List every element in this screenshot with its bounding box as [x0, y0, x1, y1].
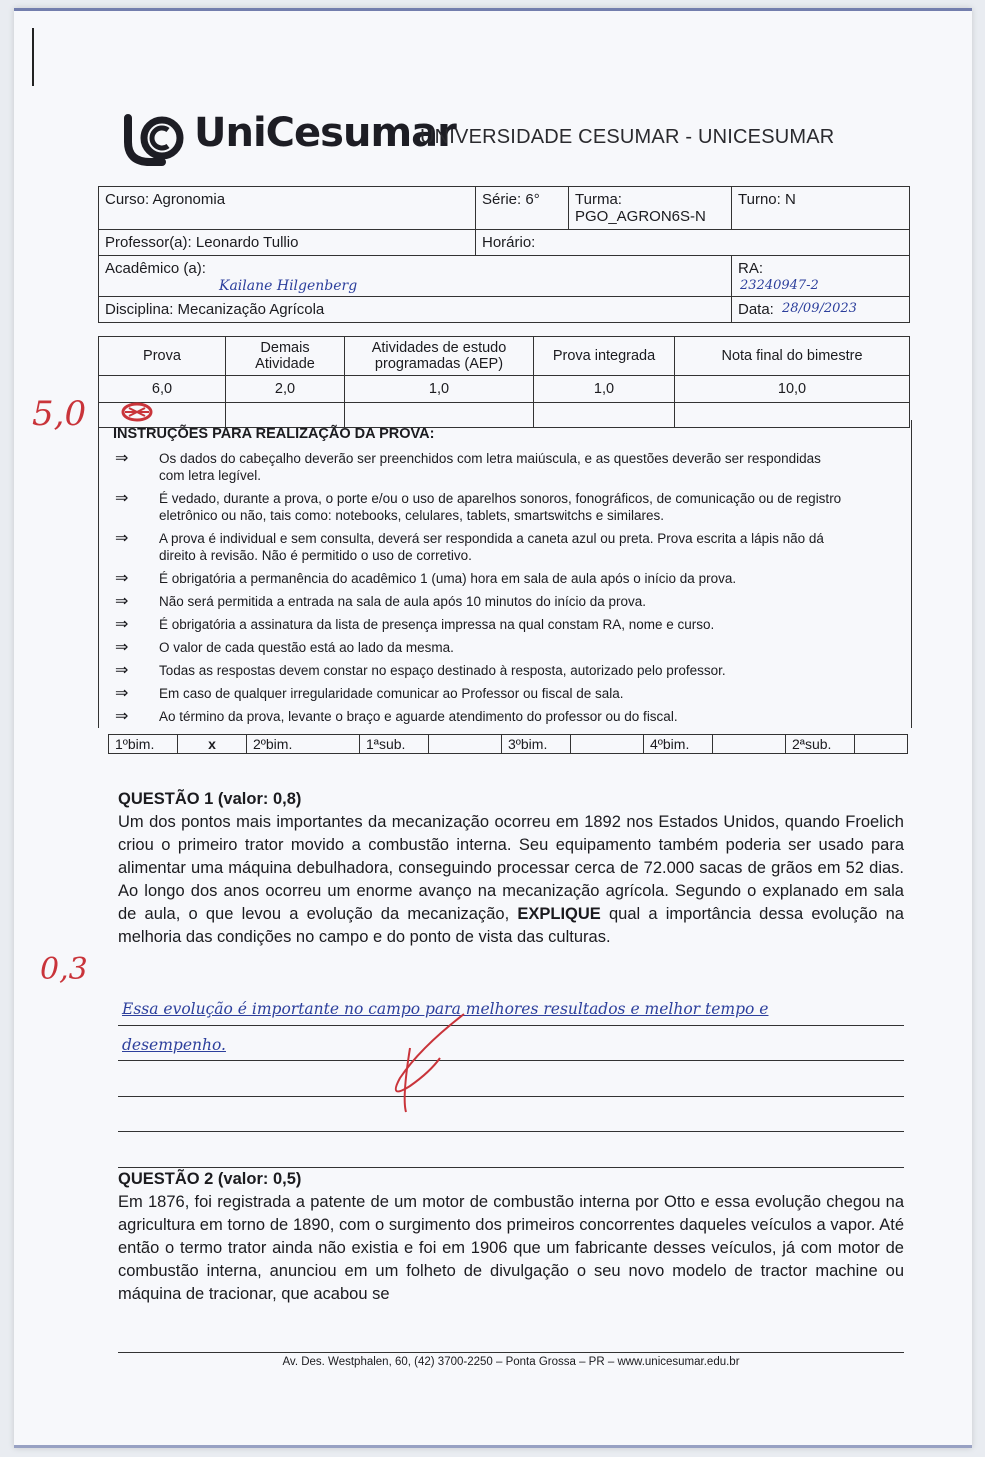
serie-cell: Série: 6°	[476, 187, 569, 230]
turma-cell	[569, 187, 732, 230]
horario-cell: Horário:	[476, 230, 910, 256]
question-1	[118, 788, 904, 949]
grade-value-final: 10,0	[675, 376, 910, 403]
grade-value-prova: 6,0	[99, 376, 226, 403]
instruction-item: ⇒ Todas as respostas devem constar no espaço destinado à resposta, autorizado pelo professor.	[115, 662, 726, 679]
instruction-item: ⇒ Em caso de qualquer irregularidade comunicar ao Professor ou fiscal de sala.	[115, 685, 624, 702]
grade-header-final: Nota final do bimestre	[675, 337, 910, 376]
instruction-item: ⇒ É obrigatória a assinatura da lista de presença impressa na qual constam RA, nome e curso.	[115, 616, 715, 633]
grader-check-icon	[380, 1008, 470, 1118]
grade-header-integrada: Prova integrada	[534, 337, 675, 376]
sub2-box	[855, 735, 908, 754]
grade-value-integrada: 1,0	[534, 376, 675, 403]
arrow-right-icon: ⇒	[115, 708, 129, 725]
arrow-right-icon: ⇒	[115, 639, 129, 656]
university-subtitle: UNIVERSIDADE CESUMAR - UNICESUMAR	[420, 126, 835, 148]
sub1-label: 1ªsub.	[360, 735, 429, 754]
brand-name: UniCesumar	[194, 110, 456, 156]
exam-header-table	[98, 186, 910, 323]
academico-label: Acadêmico (a):	[105, 260, 206, 277]
arrow-right-icon: ⇒	[115, 490, 129, 507]
bimester-table	[108, 734, 908, 754]
bim2-label: 2ºbim.	[247, 735, 360, 754]
question-1-score-mark: 0,3	[40, 952, 88, 987]
answer-line[interactable]	[118, 1097, 904, 1133]
instruction-item: ⇒ A prova é individual e sem consulta, deverá ser respondida a caneta azul ou preta. Prova escrita a lápis não dá direito à revisão. Não é permitido o uso de corretivo.	[115, 530, 824, 563]
academico-handwritten: Kailane Hilgenberg	[219, 278, 358, 294]
instructions-box	[98, 420, 912, 728]
bim4-label: 4ºbim.	[644, 735, 713, 754]
turma-label: Turma:	[575, 191, 622, 208]
grade-value-aep: 1,0	[345, 376, 534, 403]
university-logo	[122, 108, 922, 172]
instruction-item: ⇒ É vedado, durante a prova, o porte e/ou o uso de aparelhos sonoros, fonográficos, de comunicação ou de registro eletrônico ou não, tais como: notebooks, celulares, tablets, smartswitchs e similares.	[115, 490, 842, 523]
question-1-title: QUESTÃO 1 (valor: 0,8)	[118, 790, 302, 808]
data-handwritten: 28/09/2023	[782, 301, 857, 316]
answer-line[interactable]	[118, 990, 904, 1026]
instruction-item: ⇒ É obrigatória a permanência do acadêmico 1 (uma) hora em sala de aula após o início da prova.	[115, 570, 737, 587]
turno-cell: Turno: N	[732, 187, 910, 230]
exam-page	[14, 8, 972, 1448]
arrow-right-icon: ⇒	[115, 530, 129, 547]
arrow-right-icon: ⇒	[115, 450, 129, 467]
sub2-label: 2ªsub.	[786, 735, 855, 754]
instructions-list	[99, 450, 909, 731]
professor-cell: Professor(a): Leonardo Tullio	[99, 230, 476, 256]
answer-line[interactable]	[118, 1061, 904, 1097]
instruction-item: ⇒ Os dados do cabeçalho deverão ser preenchidos com letra maiúscula, e as questões deverão ser respondidas com letra legível.	[115, 450, 821, 483]
exam-score-mark: 5,0	[32, 394, 87, 434]
answer-line-1-handwritten: Essa evolução é importante no campo para melhores resultados e melhor tempo e	[122, 1000, 769, 1018]
bim3-label: 3ºbim.	[502, 735, 571, 754]
grade-header-demais: Demais Atividade	[226, 337, 345, 376]
ra-handwritten: 23240947-2	[740, 278, 819, 293]
question-1-text: Um dos pontos mais importantes da mecanização ocorreu em 1892 nos Estados Unidos, quando Froelich criou o primeiro trator movido a combustão interna. Seu equipamento também poderia ser usado para alimentar uma máquina debulhadora, conseguindo processar cerca de 72.000 sacas de grãos em 52 dias. Ao longo dos anos ocorreu um enorme avanço na mecanização agrícola. Segundo o explanado em sala de aula, o que levou a evolução da mecanização, EXPLIQUE qual a importância dessa evolução na melhoria das condições no campo e do ponto de vista das culturas.	[118, 813, 904, 946]
disciplina-cell: Disciplina: Mecanização Agrícola	[99, 297, 732, 323]
grade-header-prova: Prova	[99, 337, 226, 376]
arrow-right-icon: ⇒	[115, 685, 129, 702]
bim1-mark: x	[178, 735, 247, 754]
bottom-border	[14, 1445, 972, 1448]
ra-cell	[732, 256, 910, 297]
arrow-right-icon: ⇒	[115, 662, 129, 679]
page-footer: Av. Des. Westphalen, 60, (42) 3700-2250 – Ponta Grossa – PR – www.unicesumar.edu.br	[118, 1352, 904, 1368]
grade-value-demais: 2,0	[226, 376, 345, 403]
answer-line-2-handwritten: desempenho.	[122, 1035, 226, 1054]
grade-table	[98, 336, 910, 428]
question-2	[118, 1168, 904, 1306]
arrow-right-icon: ⇒	[115, 570, 129, 587]
curso-cell: Curso: Agronomia	[99, 187, 476, 230]
bim4-box	[713, 735, 786, 754]
grade-header-aep: Atividades de estudo programadas (AEP)	[345, 337, 534, 376]
ra-label: RA:	[738, 260, 764, 277]
instruction-item: ⇒ Ao término da prova, levante o braço e aguarde atendimento do professor ou do fiscal.	[115, 708, 678, 725]
question-2-title: QUESTÃO 2 (valor: 0,5)	[118, 1170, 302, 1188]
turma-value: PGO_AGRON6S-N	[575, 208, 706, 225]
data-label: Data:	[738, 301, 774, 318]
margin-mark	[32, 28, 34, 86]
sub1-box	[429, 735, 502, 754]
top-border	[14, 8, 972, 11]
answer-line[interactable]	[118, 1026, 904, 1062]
answer-line[interactable]	[118, 1132, 904, 1168]
unicesumar-logo-icon	[122, 108, 192, 168]
instructions-title: INSTRUÇÕES PARA REALIZAÇÃO DA PROVA:	[113, 426, 435, 442]
arrow-right-icon: ⇒	[115, 593, 129, 610]
instruction-item: ⇒ O valor de cada questão está ao lado da mesma.	[115, 639, 454, 656]
question-1-answer-area[interactable]	[118, 990, 904, 1168]
bim3-box	[571, 735, 644, 754]
arrow-right-icon: ⇒	[115, 616, 129, 633]
instruction-item: ⇒ Não será permitida a entrada na sala de aula após 10 minutos do início da prova.	[115, 593, 647, 610]
academico-cell	[99, 256, 732, 297]
bim1-label: 1ºbim.	[109, 735, 178, 754]
question-2-text: Em 1876, foi registrada a patente de um motor de combustão interna por Otto e essa evolução chegou na agricultura em torno de 1890, com o surgimento dos primeiros concorrentes daqueles veículos a vapor. Até então o termo trator ainda não existia e foi em 1906 que um fabricante desses veículos, já com motor de combustão interna, anunciou em um folheto de divulgação o seu novo modelo de tractor machine ou máquina de tracionar, que acabou se	[118, 1193, 904, 1303]
data-cell	[732, 297, 910, 323]
